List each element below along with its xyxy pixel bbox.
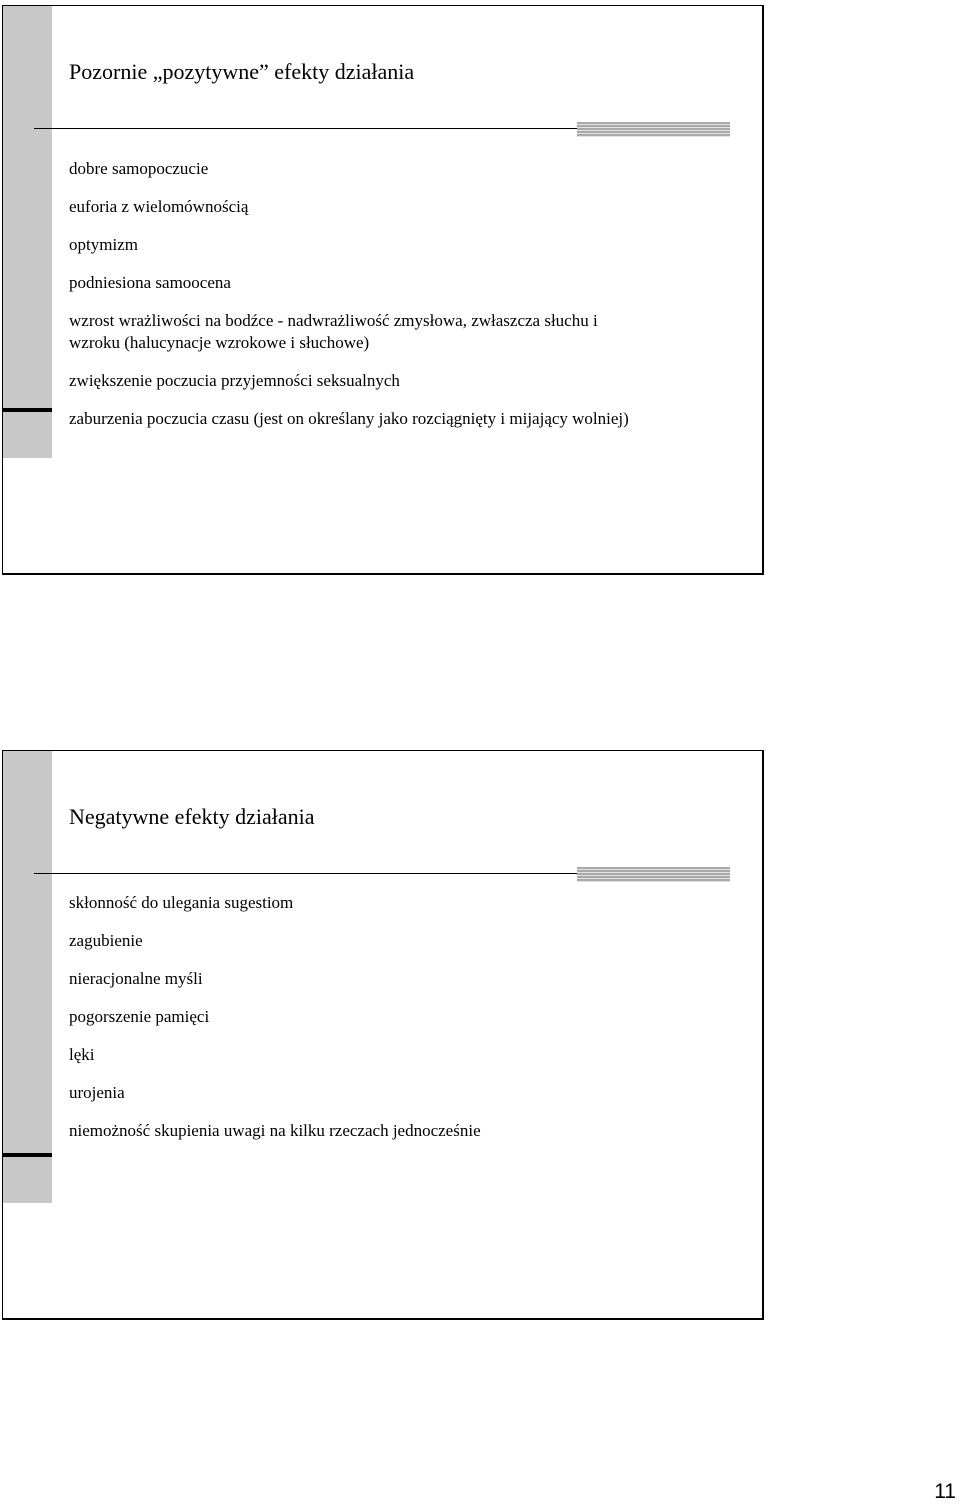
list-item: nieracjonalne myśli	[69, 969, 203, 988]
slide-title: Pozornie „pozytywne” efekty działania	[69, 59, 415, 84]
list-item: wzrost wrażliwości na bodźce - nadwrażliwość zmysłowa, zwłaszcza słuchu i wzroku (halucynacje wzrokowe i słuchowe)	[69, 311, 598, 352]
slide-negative-effects	[2, 750, 764, 1320]
list-item: lęki	[69, 1045, 95, 1064]
effects-list	[69, 158, 749, 446]
slide-left-band-mark	[3, 1153, 52, 1157]
list-item: zwiększenie poczucia przyjemności seksualnych	[69, 371, 400, 390]
slide-left-band	[3, 6, 52, 458]
slide-left-band-mark	[3, 408, 52, 412]
list-item: euforia z wielomównością	[69, 197, 249, 216]
slide-left-band	[3, 751, 52, 1203]
list-item: zagubienie	[69, 931, 143, 950]
page-number: 11	[934, 1480, 956, 1503]
title-rule-decoration	[577, 122, 730, 137]
title-rule	[34, 128, 579, 129]
list-item: podniesiona samoocena	[69, 273, 231, 292]
title-rule	[34, 873, 579, 874]
effects-list	[69, 892, 749, 1158]
list-item: urojenia	[69, 1083, 125, 1102]
list-item: pogorszenie pamięci	[69, 1007, 210, 1026]
slide-positive-effects	[2, 5, 764, 575]
list-item: niemożność skupienia uwagi na kilku rzeczach jednocześnie	[69, 1121, 481, 1140]
list-item: zaburzenia poczucia czasu (jest on określany jako rozciągnięty i mijający wolniej)	[69, 409, 629, 428]
list-item: optymizm	[69, 235, 138, 254]
list-item: skłonność do ulegania sugestiom	[69, 893, 294, 912]
slide-title: Negatywne efekty działania	[69, 804, 315, 829]
title-rule-decoration	[577, 867, 730, 882]
list-item: dobre samopoczucie	[69, 159, 209, 178]
